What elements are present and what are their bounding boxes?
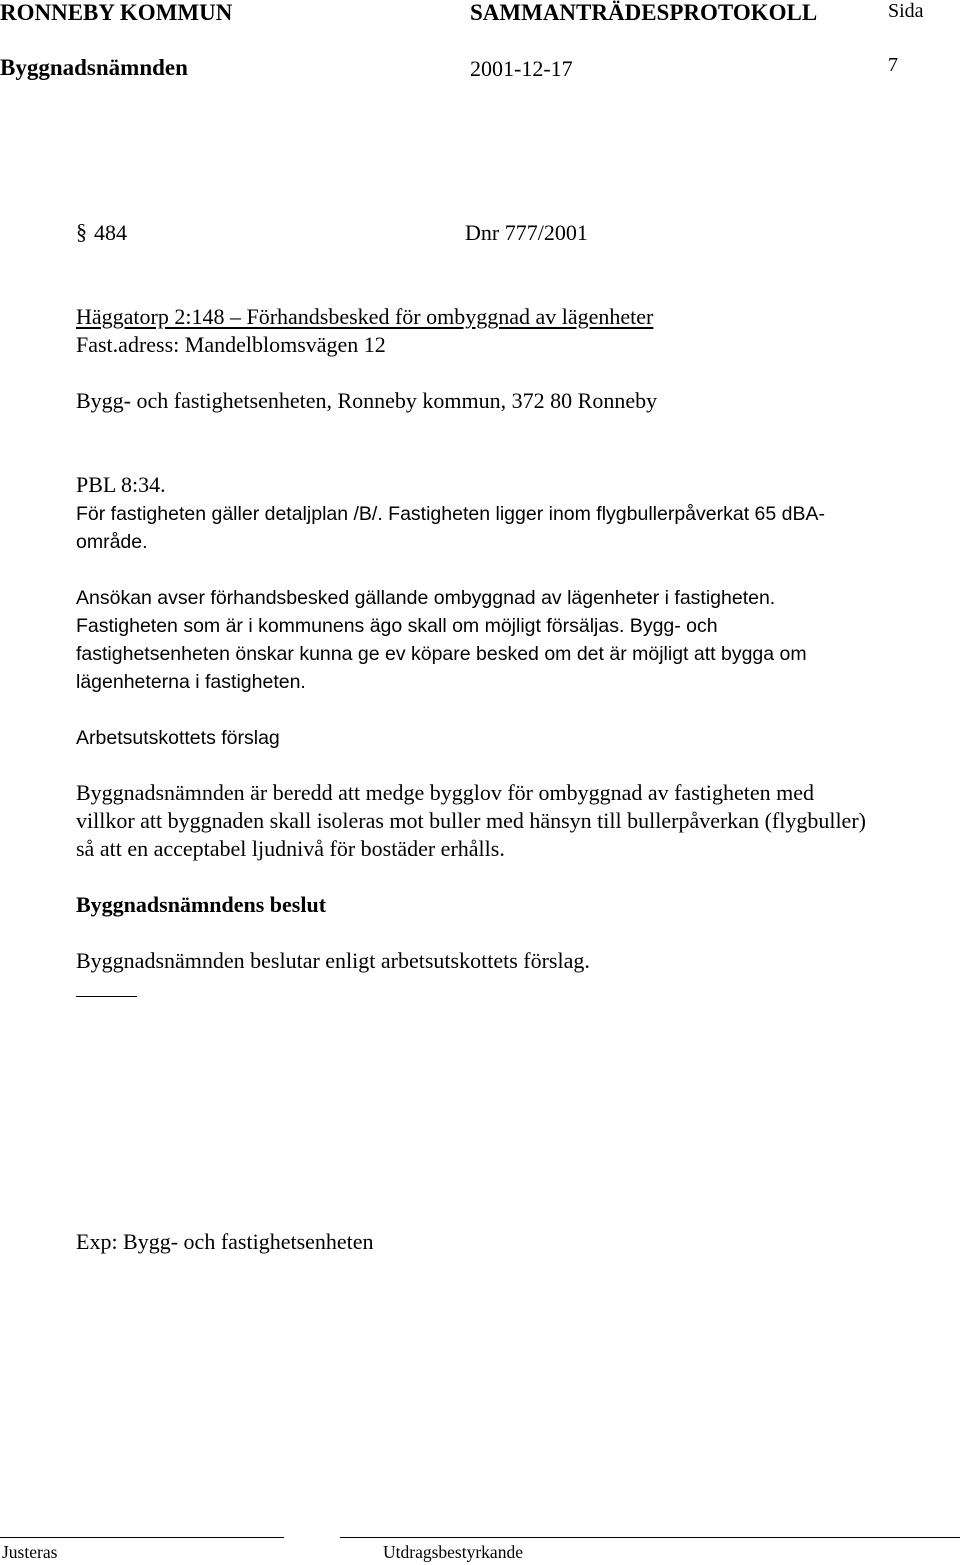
decision-heading: Byggnadsnämndens beslut: [76, 892, 327, 917]
organization-name: RONNEBY KOMMUN: [0, 0, 233, 25]
applicant: Bygg- och fastighetsenheten, Ronneby kommun, 372 80 Ronneby: [76, 388, 658, 413]
property-address: Fast.adress: Mandelblomsvägen 12: [76, 332, 386, 357]
application-text-line: lägenheterna i fastigheten.: [76, 671, 306, 693]
proposal-text-line: Byggnadsnämnden är beredd att medge bygglov för ombyggnad av fastigheten med: [76, 780, 815, 805]
diary-number: Dnr 777/2001: [465, 220, 588, 245]
page-label: Sida: [888, 0, 924, 22]
document-type: SAMMANTRÄDESPROTOKOLL: [470, 0, 818, 25]
case-title: Häggatorp 2:148 – Förhandsbesked för ombyggnad av lägenheter: [76, 304, 654, 329]
separator-line: [76, 996, 137, 997]
application-text-line: Ansökan avser förhandsbesked gällande ombyggnad av lägenheter i fastigheten.: [76, 587, 776, 609]
footer-justeras: Justeras: [2, 1542, 58, 1562]
application-text-line: fastighetsenheten önskar kunna ge ev köpare besked om det är möjligt att bygga om: [76, 643, 807, 665]
section-symbol: §: [76, 219, 87, 244]
expedition-note: Exp: Bygg- och fastighetsenheten: [76, 1229, 374, 1254]
application-text-line: Fastigheten som är i kommunens ägo skall om möjligt försäljas. Bygg- och: [76, 615, 718, 637]
pbl-reference: PBL 8:34.: [76, 472, 166, 497]
footer-line-right: [340, 1537, 960, 1538]
proposal-text-line: villkor att byggnaden skall isoleras mot buller med hänsyn till bullerpåverkan (flygbuller): [76, 808, 866, 833]
plan-text-line: område.: [76, 531, 148, 553]
page-number: 7: [888, 54, 898, 76]
section-number: 484: [94, 220, 127, 245]
footer-line-left: [0, 1537, 284, 1538]
plan-text-line: För fastigheten gäller detaljplan /B/. Fastigheten ligger inom flygbullerpåverkat 65 dBA-: [76, 503, 825, 525]
meeting-date: 2001-12-17: [470, 56, 573, 81]
proposal-heading: Arbetsutskottets förslag: [76, 727, 280, 749]
committee-name: Byggnadsnämnden: [0, 55, 188, 80]
decision-text: Byggnadsnämnden beslutar enligt arbetsutskottets förslag.: [76, 948, 590, 973]
proposal-text-line: så att en acceptabel ljudnivå för bostäder erhålls.: [76, 836, 505, 861]
footer-utdragsbestyrkande: Utdragsbestyrkande: [383, 1542, 523, 1562]
